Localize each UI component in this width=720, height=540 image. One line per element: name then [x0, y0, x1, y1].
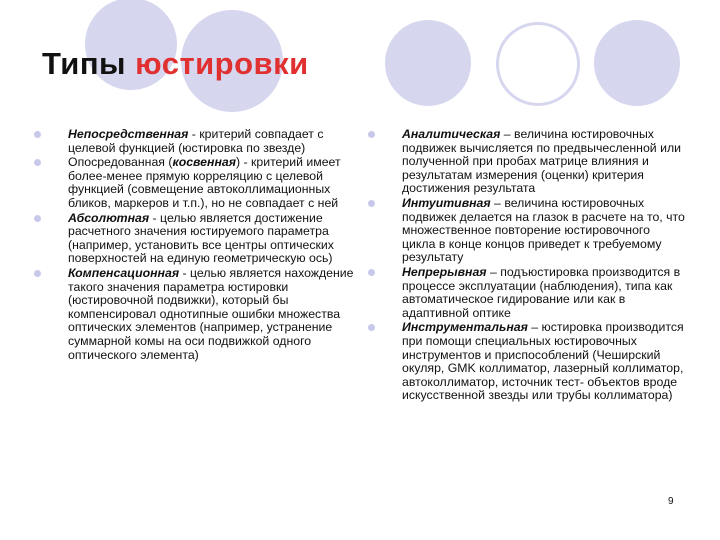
decor-circle-5 [594, 20, 680, 106]
bullet-dot-icon [34, 215, 41, 222]
slide-title [42, 46, 309, 82]
item-term: Абсолютная [68, 210, 150, 225]
right-column-list [368, 128, 686, 403]
bullet-dot-icon [368, 269, 375, 276]
list-item [34, 128, 354, 155]
bullet-dot-icon [368, 131, 375, 138]
item-text: – величина юстировочных подвижек вычисляется по предвычесленной или полученной при пробах матрице влияния и результатам измерения (оценки) критерия достижения результата [402, 127, 681, 196]
list-item [34, 156, 354, 210]
item-text-pre: Опосредованная ( [68, 155, 173, 170]
item-term: Непосредственная [68, 127, 189, 141]
bullet-dot-icon [368, 200, 375, 207]
item-term: Инструментальная [402, 320, 528, 335]
list-item [34, 267, 354, 362]
item-inline-term: косвенная [172, 155, 236, 170]
item-text: ) - критерий имеет более-менее прямую корреляцию с целевой функцией (совмещение автоколлимационных бликов, маркеров и т.п.), но не совпадает с ней [68, 155, 341, 210]
title-word-2: юстировки [135, 46, 309, 81]
title-word-1: Типы [42, 46, 127, 81]
left-column-list [34, 128, 354, 362]
bullet-dot-icon [34, 270, 41, 277]
item-text: – юстировка производится при помощи специальных юстировочных инструментов и приспособлений (Чеширский окуляр, GMK коллиматор, лазерный коллиматор, автоколлиматор, источник тест- объектов вроде искусственной звезды или трубы коллиматора) [402, 320, 684, 403]
decor-circle-4 [496, 22, 580, 106]
item-text: – величина юстировочных подвижек делается на глазок в расчете на то, что множественное повторение юстировочного цикла в конце концов приведет к требуемому результату [402, 195, 685, 265]
bullet-dot-icon [34, 159, 41, 166]
item-term: Непрерывная [402, 264, 487, 279]
list-item [368, 266, 686, 320]
list-item [368, 197, 686, 265]
page-number: 9 [668, 496, 674, 507]
decor-circle-3 [385, 20, 471, 106]
list-item [368, 128, 686, 196]
list-item [368, 321, 686, 403]
item-text: - целью является достижение расчетного значения юстируемого параметра (например, установить все центры оптических поверхностей на единую геометрическую ось) [68, 210, 334, 266]
bullet-dot-icon [34, 131, 41, 138]
item-term: Компенсационная [68, 265, 180, 280]
item-text: - критерий совпадает с целевой функцией (юстировка по звезде) [68, 127, 324, 155]
item-text: - целью является нахождение такого значения параметра юстировки (юстировочной подвижки), который бы компенсировал однотипные ошибки множества оптических элементов (например, устранение суммарной комы на оси подвижкой одного оптического элемента) [68, 265, 354, 362]
bullet-dot-icon [368, 324, 375, 331]
item-term: Интуитивная [402, 195, 491, 210]
item-text: – подъюстировка производится в процессе эксплуатации (наблюдения), типа как автоматическое гидирование или как в адаптивной оптике [402, 264, 681, 320]
item-term: Аналитическая [402, 127, 501, 141]
list-item [34, 212, 354, 266]
